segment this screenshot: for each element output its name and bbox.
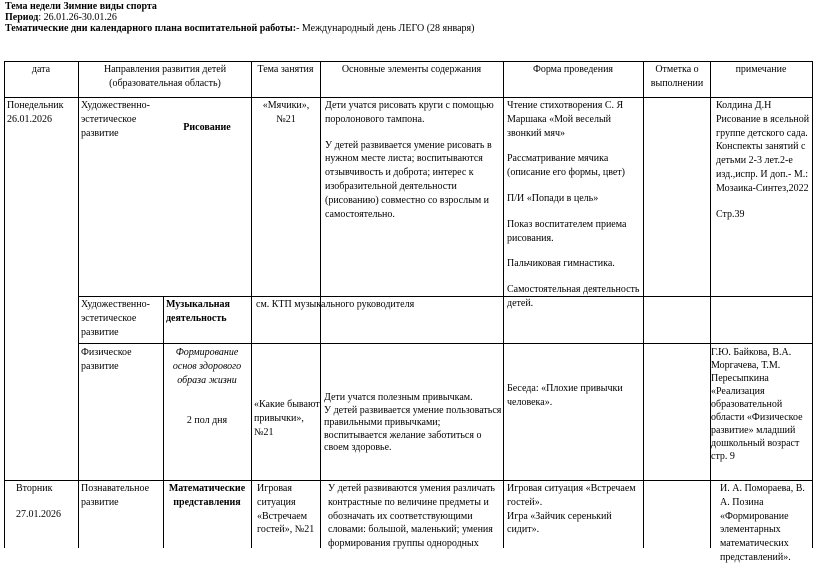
subject-drawing: Рисование xyxy=(183,122,231,133)
col-header-direction: Направления развития детей (образовательная область) xyxy=(103,64,227,89)
col-header-note: примечание xyxy=(735,64,787,75)
content-math: У детей развиваются умения различать контрастные по величине предметы и обозначать их соответствующими словами: большой, маленький; умения формирования группы однородных xyxy=(328,483,495,550)
period-value: : 26.01.26-30.01.26 xyxy=(38,12,117,23)
thematic-value: - Международный день ЛЕГО (28 января) xyxy=(296,23,475,34)
topic-guests: Игровая ситуация «Встречаем гостей», №21 xyxy=(257,483,315,536)
content-habits: Дети учатся полезным привычкам. У детей развивается умение пользоваться правильными привычками; воспитывается желание заботиться о своем здоровье. xyxy=(324,392,502,453)
thematic-line xyxy=(5,22,474,36)
content-music: см. КТП музыкального руководителя xyxy=(256,299,415,310)
col-header-mark: Отметка о выполнении xyxy=(650,64,704,89)
form-drawing: Чтение стихотворения С. Я Маршака «Мой веселый звонкий мяч» Рассматривание мячика (описание его формы, цвет) П/И «Попади в цель» Показ воспитателем приема рисования. Пальчиковая гимнастика. Самостоятельная деятельность детей. xyxy=(507,100,640,309)
form-habits: Беседа: «Плохие привычки человека». xyxy=(507,383,623,408)
tuesday-date-cell xyxy=(16,482,78,522)
subject-math: Математические представления xyxy=(168,483,246,508)
day-name: Вторник xyxy=(16,483,53,494)
day-name: Понедельник xyxy=(7,100,64,111)
form-math: Игровая ситуация «Встречаем гостей». Игра «Зайчик серенький сидит». xyxy=(507,483,636,536)
col-header-content: Основные элементы содержания xyxy=(341,64,482,75)
direction-music: Художественно-эстетическое развитие xyxy=(81,299,150,338)
day-date: 27.01.2026 xyxy=(16,508,61,520)
note-habits: Г.Ю. Байкова, В.А. Моргачева, Т.М. Пересыпкина «Реализация образовательной области «Физическое развитие» младший дошкольный возраст стр. 9 xyxy=(711,347,803,462)
direction-art: Художественно-эстетическое развитие xyxy=(81,100,150,139)
direction-physical: Физическое развитие xyxy=(81,347,132,372)
topic-balls: «Мячики», №21 xyxy=(262,100,310,125)
week-title: Тема недели Зимние виды спорта xyxy=(5,1,157,12)
subject-music: Музыкальная деятельность xyxy=(166,299,230,324)
content-drawing: Дети учатся рисовать круги с помощью поролонового тампона. У детей развивается умение рисовать в нужном месте листа; воспитываются отзывчивость и доброта; интерес к изобразительной деятельности (рисованию) совместно со взрослым и самостоятельно. xyxy=(325,100,494,220)
half-day-label: 2 пол дня xyxy=(186,415,228,426)
direction-cognitive: Познавательное развитие xyxy=(81,483,150,508)
period-label: Период xyxy=(5,12,39,23)
col-header-form: Форма проведения xyxy=(532,64,614,75)
col-header-date: дата xyxy=(31,64,51,75)
note-math: И. А. Помораева, В. А. Позина «Формирование элементарных математических представлений». xyxy=(720,483,805,563)
monday-date-cell xyxy=(7,99,78,127)
note-drawing: Колдина Д.Н Рисование в ясельной группе детского сада. Конспекты занятий с детьми 2-3 лет.2-е изд.,испр. И доп.- М.: Мозаика-Синтез,2022 Стр.39 xyxy=(716,100,810,220)
col-header-topic: Тема занятия xyxy=(257,64,314,75)
day-date: 26.01.2026 xyxy=(7,113,52,125)
thematic-label: Тематические дни календарного плана воспитательной работы: xyxy=(5,23,297,34)
topic-habits: «Какие бывают привычки», №21 xyxy=(254,399,320,438)
subject-health: Формирование основ здорового образа жизни xyxy=(172,347,242,386)
